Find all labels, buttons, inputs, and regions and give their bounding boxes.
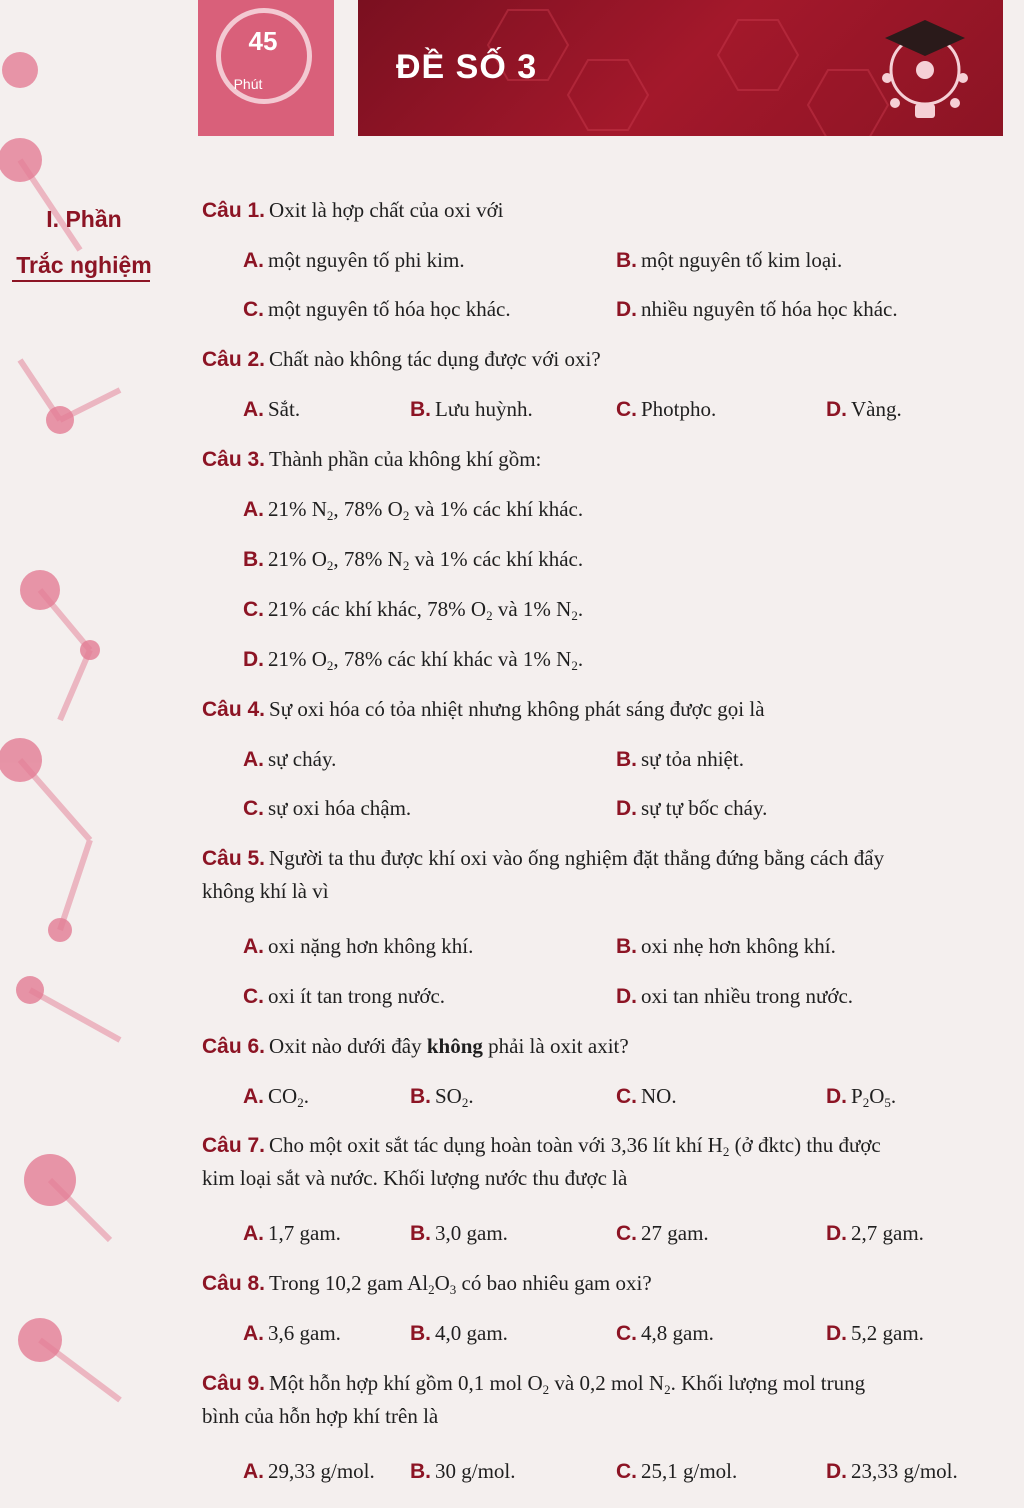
q6-option-a[interactable]: A. $CO_2$. — [243, 1084, 309, 1110]
section-divider — [12, 280, 150, 282]
q5-option-b[interactable]: B. oxi nhẹ hơn không khí. — [616, 934, 836, 958]
timer-value: 45 — [248, 26, 278, 56]
q7-option-d[interactable]: D. 2,7 gam. — [826, 1221, 924, 1245]
q9-option-a[interactable]: A. 29,33 g/mol. — [243, 1459, 375, 1483]
page-title: ĐỀ SỐ 3 — [396, 48, 538, 86]
q1-option-b[interactable]: B. một nguyên tố kim loại. — [616, 248, 843, 272]
q4-option-c[interactable]: C. sự oxi hóa chậm. — [243, 796, 412, 820]
q8-option-a[interactable]: A. 3,6 gam. — [243, 1321, 341, 1345]
question-3: Câu 3. Thành phần của không khí gồm: — [202, 447, 542, 471]
section-line-2: Trắc nghiệm — [16, 252, 152, 278]
section-line-1: I. Phần — [46, 206, 122, 232]
q4-option-d[interactable]: D. sự tự bốc cháy. — [616, 796, 768, 820]
question-6: Câu 6. Oxit nào dưới đây không phải là oxit axit? — [202, 1034, 629, 1058]
timer-unit: Phút — [233, 76, 263, 92]
q8-option-d[interactable]: D. 5,2 gam. — [826, 1321, 924, 1345]
question-4: Câu 4. Sự oxi hóa có tỏa nhiệt nhưng không phát sáng được gọi là — [202, 697, 765, 721]
q9-option-b[interactable]: B. 30 g/mol. — [410, 1459, 516, 1483]
q7-option-c[interactable]: C. 27 gam. — [616, 1221, 709, 1245]
q2-option-d[interactable]: D. Vàng. — [826, 397, 902, 421]
question-8: Câu 8. Trong 10,2 gam $Al_2O_3$ có bao nhiêu gam oxi? — [202, 1271, 652, 1297]
q5-option-c[interactable]: C. oxi ít tan trong nước. — [243, 984, 446, 1008]
question-2: Câu 2. Chất nào không tác dụng được với oxi? — [202, 347, 601, 371]
q2-option-c[interactable]: C. Photpho. — [616, 397, 717, 421]
q3-option-d[interactable]: D. 21% $O_2$, 78% các khí khác và 1% $N_2$. — [243, 647, 584, 673]
q5-option-d[interactable]: D. oxi tan nhiều trong nước. — [616, 984, 854, 1008]
q1-option-d[interactable]: D. nhiều nguyên tố hóa học khác. — [616, 297, 898, 321]
q6-option-b[interactable]: B. $SO_2$. — [410, 1084, 474, 1110]
q6-option-d[interactable]: D. $P_2O_5$. — [826, 1084, 897, 1110]
q1-option-c[interactable]: C. một nguyên tố hóa học khác. — [243, 297, 511, 321]
q6-option-c[interactable]: C. NO. — [616, 1084, 677, 1108]
section-label — [14, 196, 154, 288]
q9-option-d[interactable]: D. 23,33 g/mol. — [826, 1459, 958, 1483]
question-1: Câu 1. Oxit là hợp chất của oxi với — [202, 198, 504, 222]
q4-option-b[interactable]: B. sự tỏa nhiệt. — [616, 747, 744, 771]
question-5: Câu 5. Người ta thu được khí oxi vào ống nghiệm đặt thẳng đứng bằng cách đẩy không khí là vì — [202, 846, 885, 903]
timer-badge — [198, 0, 334, 136]
question-7: Câu 7. Cho một oxit sắt tác dụng hoàn toàn với 3,36 lít khí $H_2$ (ở đktc) thu được kim loại sắt và nước. Khối lượng nước thu được là — [202, 1133, 881, 1190]
q3-option-c[interactable]: C. 21% các khí khác, 78% $O_2$ và 1% $N_2$. — [243, 597, 584, 623]
q4-option-a[interactable]: A. sự cháy. — [243, 747, 337, 771]
title-banner — [358, 0, 1003, 136]
q8-option-b[interactable]: B. 4,0 gam. — [410, 1321, 508, 1345]
q1-option-a[interactable]: A. một nguyên tố phi kim. — [243, 248, 465, 272]
q7-option-b[interactable]: B. 3,0 gam. — [410, 1221, 508, 1245]
q2-option-b[interactable]: B. Lưu huỳnh. — [410, 397, 533, 421]
q8-option-c[interactable]: C. 4,8 gam. — [616, 1321, 714, 1345]
q2-option-a[interactable]: A. Sắt. — [243, 397, 301, 421]
q3-option-b[interactable]: B. 21% $O_2$, 78% $N_2$ và 1% các khí khác. — [243, 547, 584, 573]
lightbulb-graduation-icon — [865, 8, 985, 128]
q7-option-a[interactable]: A. 1,7 gam. — [243, 1221, 341, 1245]
q5-option-a[interactable]: A. oxi nặng hơn không khí. — [243, 934, 474, 958]
q3-option-a[interactable]: A. 21% $N_2$, 78% $O_2$ và 1% các khí khác. — [243, 497, 584, 523]
q9-option-c[interactable]: C. 25,1 g/mol. — [616, 1459, 738, 1483]
question-9: Câu 9. Một hỗn hợp khí gồm 0,1 mol $O_2$ và 0,2 mol $N_2$. Khối lượng mol trung bình của hỗn hợp khí trên là — [202, 1371, 866, 1428]
